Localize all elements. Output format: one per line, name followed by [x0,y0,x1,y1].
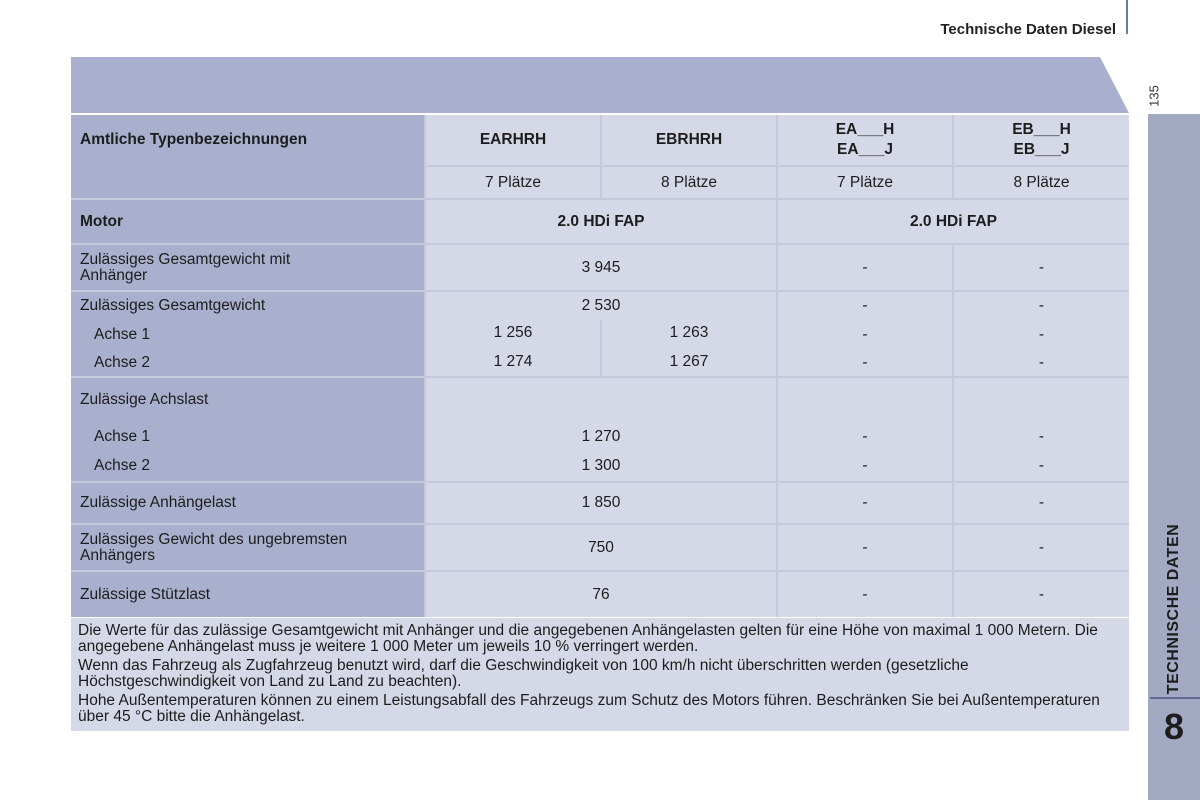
type-eb-h: EB___H [1012,121,1071,138]
stuetz-v4: - [954,572,1129,617]
anhaenge-value: 1 850 [426,483,776,523]
gesamt-achse1-v1: 1 256 [493,324,533,341]
label-motor: Motor [71,200,424,243]
gesamt-value: 2 530 [426,292,776,320]
gesamt-achse2-v2: 1 267 [669,353,709,370]
type-eb-j: EB___J [1013,141,1070,158]
label-gesamtgewicht-group [71,292,424,376]
achslast-col3 [778,378,952,481]
type-eb [954,115,1129,165]
specs-table [71,115,1129,617]
label-line-2: Anhänger [80,266,148,284]
motor-left: 2.0 HDi FAP [426,200,776,243]
anhaenge-v4: - [954,483,1129,523]
header-divider [1126,0,1128,34]
type-ea-j: EA___J [836,141,893,158]
label-ungebremst [71,525,424,570]
gesamt-achse2-v1: 1 274 [493,353,533,370]
chapter-number: 8 [1163,706,1185,747]
gesamt-anh-v4: - [954,245,1129,290]
gesamt-anh-value: 3 945 [426,245,776,290]
ungebremst-value: 750 [426,525,776,570]
label-achslast-group [71,378,424,481]
gesamt-v3: - [862,297,868,314]
note-speed: Wenn das Fahrzeug als Zugfahrzeug benutzt wird, darf die Geschwindigkeit von 100 km/h nicht überschritten werden (gesetzliche Höchstgeschwindigkeit von Land zu Land zu beachten). [78,657,969,690]
type-earhrh: EARHRH [426,115,600,165]
gesamt-axle-col1 [426,320,600,376]
label-gesamt-achse1: Achse 1 [94,326,151,343]
seats-1: 7 Plätze [426,167,600,198]
note-altitude: Die Werte für das zulässige Gesamtgewicht mit Anhänger und die angegebenen Anhängelasten gelten für eine Höhe von maximal 1 000 Metern. Die angegebene Anhängelast muss je weitere 1 000 Meter um jeweils 10 % verringert werden. [78,622,1098,655]
label-achslast-achse2: Achse 2 [94,457,151,474]
label-achslast: Zulässige Achslast [80,391,209,408]
label-line-1: Zulässiges Gewicht des ungebremsten [80,530,348,548]
type-ebrhrh: EBRHRH [602,115,776,165]
section-title: Technische Daten Diesel [940,21,1116,38]
stuetz-v3: - [778,572,952,617]
type-ea-h: EA___H [835,121,895,138]
label-gesamt-achse2: Achse 2 [94,354,151,371]
label-typenbezeichnungen [71,115,424,198]
label-anhaengelast: Zulässige Anhängelast [71,483,424,523]
type-ea [778,115,952,165]
seats-2: 8 Plätze [602,167,776,198]
gesamt-achse2-v3: - [862,354,868,371]
seats-3: 7 Plätze [778,167,952,198]
gesamt-col4 [954,292,1129,376]
table-header-banner [71,57,1129,113]
page-number-text: 135 [1146,85,1162,107]
achslast-achse2-v4: - [1038,457,1045,474]
label-stuetzlast: Zulässige Stützlast [71,572,424,617]
gesamt-col3 [778,292,952,376]
achslast-col4 [954,378,1129,481]
label-gesamtgewicht-anhaenger [71,245,424,290]
gesamt-achse2-v4: - [1038,354,1045,371]
label-achslast-achse1: Achse 1 [94,428,151,445]
chapter-divider [1150,697,1200,699]
label-gesamtgewicht: Zulässiges Gesamtgewicht [80,297,266,314]
ungebremst-v4: - [954,525,1129,570]
gesamt-achse1-v3: - [862,326,868,343]
achslast-achse2-v12: 1 300 [581,457,621,474]
achslast-achse1-v3: - [862,428,868,445]
gesamt-achse1-v2: 1 263 [669,324,709,341]
achslast-col12 [426,378,776,481]
gesamt-achse1-v4: - [1038,326,1045,343]
label-line-1: Zulässiges Gesamtgewicht mit [80,250,291,268]
chapter-side-tab [1148,114,1200,800]
anhaenge-v3: - [778,483,952,523]
achslast-achse2-v3: - [862,457,868,474]
stuetz-value: 76 [426,572,776,617]
ungebremst-v3: - [778,525,952,570]
motor-right: 2.0 HDi FAP [778,200,1129,243]
footnotes [71,618,1129,731]
chapter-label-text: TECHNISCHE DATEN [1165,523,1182,695]
label-line-2: Anhängers [80,546,155,564]
gesamt-v4: - [1038,297,1045,314]
gesamt-anh-v3: - [778,245,952,290]
page-number [1144,78,1164,114]
seats-4: 8 Plätze [954,167,1129,198]
label-text: Amtliche Typenbezeichnungen [80,131,308,148]
gesamt-axle-col2 [602,320,776,376]
achslast-achse1-v4: - [1038,428,1045,445]
achslast-achse1-v12: 1 270 [581,428,621,445]
note-temperature: Hohe Außentemperaturen können zu einem Leistungsabfall des Fahrzeugs zum Schutz des Motors führen. Beschränken Sie bei Außentemperaturen über 45 °C bitte die Anhängelast. [78,692,1100,725]
